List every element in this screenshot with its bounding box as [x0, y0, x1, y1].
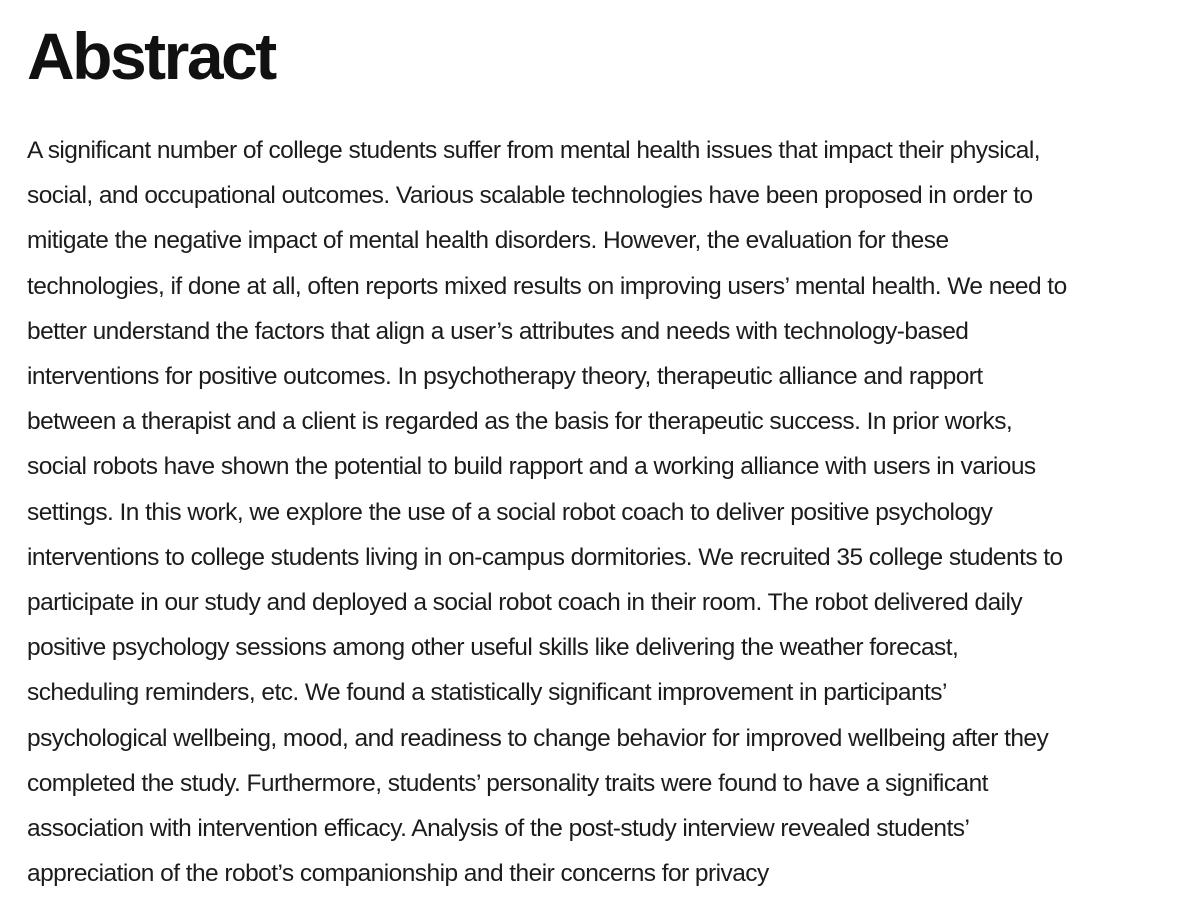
abstract-line: interventions for positive outcomes. In psychotherapy theory, therapeutic alliance and rapport [27, 363, 983, 391]
abstract-line: completed the study. Furthermore, students’ personality traits were found to have a significant [27, 769, 988, 797]
abstract-line: A significant number of college students suffer from mental health issues that impact their physical, [27, 137, 1041, 164]
abstract-line: mitigate the negative impact of mental health disorders. However, the evaluation for these [27, 227, 949, 255]
abstract-line: between a therapist and a client is regarded as the basis for therapeutic success. In prior works, [27, 408, 1013, 436]
abstract-line: technologies, if done at all, often reports mixed results on improving users’ mental health. We need to [27, 272, 1067, 300]
abstract-line: scheduling reminders, etc. We found a statistically significant improvement in participants’ [27, 679, 947, 707]
abstract-line: social robots have shown the potential to build rapport and a working alliance with users in various [27, 453, 1036, 481]
abstract-line: appreciation of the robot’s companionship and their concerns for privacy [27, 860, 769, 888]
abstract-line: better understand the factors that align a user’s attributes and needs with technology-based [27, 317, 969, 345]
abstract-line: psychological wellbeing, mood, and readiness to change behavior for improved wellbeing after they [27, 724, 1049, 752]
abstract-section [27, 18, 1177, 896]
abstract-line: positive psychology sessions among other useful skills like delivering the weather forecast, [27, 634, 959, 662]
abstract-line: participate in our study and deployed a social robot coach in their room. The robot delivered daily [27, 589, 1023, 617]
abstract-line: association with intervention efficacy. Analysis of the post-study interview revealed students’ [27, 815, 970, 843]
abstract-heading: Abstract [27, 19, 275, 93]
abstract-body [27, 128, 1177, 896]
abstract-line: interventions to college students living in on-campus dormitories. We recruited 35 college students to [27, 543, 1063, 571]
abstract-line: settings. In this work, we explore the use of a social robot coach to deliver positive psychology [27, 498, 993, 526]
abstract-line: social, and occupational outcomes. Various scalable technologies have been proposed in order to [27, 182, 1033, 210]
